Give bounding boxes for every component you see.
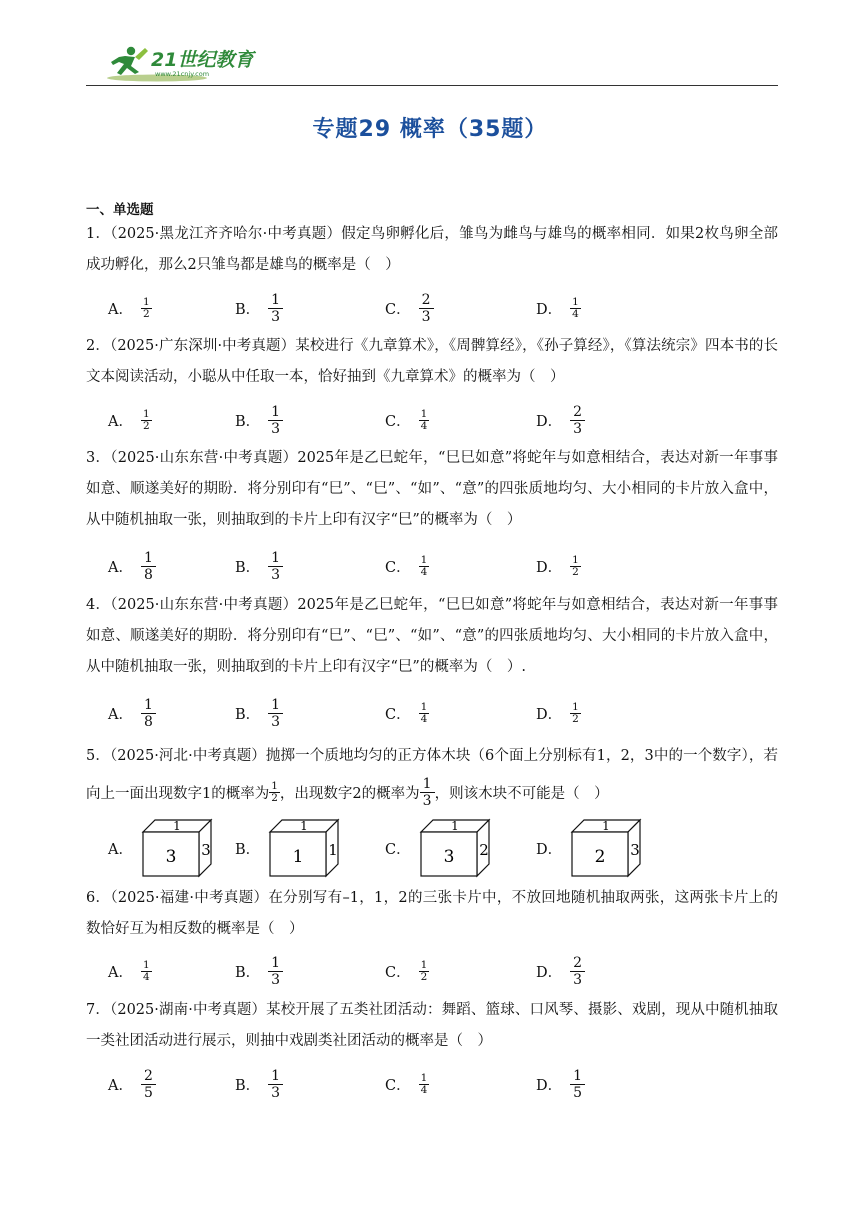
option-letter: D． [536,301,563,318]
option-letter: B． [235,964,261,981]
option-b [235,693,283,733]
option-letter: C． [385,413,411,430]
cube-option-d: D． 1 2 3 [536,818,642,878]
option-d [536,693,581,733]
option-fraction: $\frac{2}{3}$ [570,404,585,437]
svg-text:1: 1 [173,819,181,833]
option-fraction: $\frac{1}{3}$ [268,404,283,437]
option-letter: A． [108,559,133,576]
option-d [536,1064,585,1104]
option-a [108,288,152,328]
cube-c-icon [419,818,491,878]
option-fraction: $\frac{1}{3}$ [268,550,283,583]
question-2-options [108,400,728,440]
cube-option-c: C． 1 3 2 [385,818,491,878]
question-5-stem-c: ，则该木块不可能是（ ） [434,786,609,802]
option-letter: A． [108,964,133,981]
option-d [536,546,581,586]
option-fraction: $\frac{1}{8}$ [141,550,156,583]
question-1-options [108,288,728,328]
option-d [536,400,585,440]
option-c [385,693,429,733]
option-fraction: $\frac{1}{4}$ [420,408,428,432]
option-letter: A． [108,1077,133,1094]
svg-text:1: 1 [328,841,338,859]
header-rule [86,85,778,86]
svg-text:3: 3 [201,841,211,859]
option-fraction: $\frac{1}{2}$ [142,296,150,320]
option-fraction: $\frac{2}{3}$ [570,955,585,988]
svg-text:2: 2 [594,847,606,867]
option-c [385,288,434,328]
option-a [108,400,152,440]
cube-b-icon [268,818,340,878]
option-fraction: $\frac{1}{3}$ [268,697,283,730]
runner-icon [111,47,148,75]
option-letter: A． [108,706,133,723]
option-letter: A． [108,413,133,430]
cube-option-b: B． 1 1 1 [235,818,340,878]
option-fraction: $\frac{1}{8}$ [141,697,156,730]
section-heading: 一、单选题 [86,202,154,218]
option-fraction: $\frac{1}{2}$ [572,701,579,725]
option-b [235,1064,283,1104]
cube-a-icon [141,818,213,878]
option-letter: B． [235,706,261,723]
cube-option-a: A． 1 3 3 [108,818,213,878]
question-3-stem: 3．（2025·山东东营·中考真题）2025年是乙巳蛇年，“巳巳如意”将蛇年与如意相结合，表达对新一年事事如意、顺遂美好的期盼．将分别印有“巳”、“巳”、“如”、“意”的四张质地均匀、大小相同的卡片放入盒中，从中随机抽取一张，则抽取到的卡片上印有汉字“巳”的概率为（ ） [86,450,778,528]
fraction-one-third: $\frac{1}{3}$ [420,776,435,809]
option-letter: B． [235,1077,261,1094]
svg-text:1: 1 [292,847,304,867]
fraction-one-half: $\frac{1}{2}$ [271,780,278,804]
option-fraction: $\frac{2}{5}$ [141,1068,156,1101]
option-a [108,1064,156,1104]
option-fraction: $\frac{1}{3}$ [268,1068,283,1101]
option-fraction: $\frac{1}{2}$ [572,554,579,578]
option-letter: D． [536,559,563,576]
option-letter: D． [536,706,563,723]
option-b [235,951,283,991]
question-4-stem: 4．（2025·山东东营·中考真题）2025年是乙巳蛇年，“巳巳如意”将蛇年与如意相结合，表达对新一年事事如意、顺遂美好的期盼．将分别印有“巳”、“巳”、“如”、“意”的四张质地均匀、大小相同的卡片放入盒中，从中随机抽取一张，则抽取到的卡片上印有汉字“巳”的概率为（ ）. [86,597,778,675]
question-6-stem: 6．（2025·福建·中考真题）在分别写有–1，1，2的三张卡片中，不放回地随机抽取两张，这两张卡片上的数恰好互为相反数的概率是（ ） [86,890,778,937]
cube-d-icon [570,818,642,878]
option-fraction: $\frac{1}{4}$ [420,554,428,578]
question-2-stem: 2．（2025·广东深圳·中考真题）某校进行《九章算术》，《周髀算经》，《孙子算经》，《算法统宗》四本书的长文本阅读活动，小聪从中任取一本，恰好抽到《九章算术》的概率为（ ） [86,338,778,385]
svg-text:1: 1 [300,819,308,833]
question-6-options [108,951,728,991]
option-letter: B． [235,413,261,430]
question-1-stem: 1．（2025·黑龙江齐齐哈尔·中考真题）假定鸟卵孵化后，雏鸟为雌鸟与雄鸟的概率相同．如果2枚鸟卵全部成功孵化，那么2只雏鸟都是雄鸟的概率是（ ） [86,226,778,273]
option-b [235,546,283,586]
option-c [385,400,429,440]
option-fraction: $\frac{1}{5}$ [570,1068,585,1101]
option-fraction: $\frac{1}{2}$ [420,959,428,983]
option-b [235,400,283,440]
option-fraction: $\frac{1}{3}$ [268,292,283,325]
question-5-stem [86,737,778,813]
svg-text:21世纪教育: 21世纪教育 [151,49,254,71]
option-letter: C． [385,1077,411,1094]
svg-text:3: 3 [630,841,640,859]
svg-text:3: 3 [165,847,177,867]
option-fraction: $\frac{1}{2}$ [142,408,150,432]
question-3-options [108,546,728,586]
option-a [108,693,156,733]
page-title: 专题29 概率（35题） [312,117,548,142]
option-fraction: $\frac{1}{4}$ [572,296,579,320]
option-a [108,951,152,991]
option-d [536,288,581,328]
svg-text:1: 1 [602,819,610,833]
option-d [536,951,585,991]
option-letter: D． [536,1077,563,1094]
site-logo [105,42,280,84]
option-fraction: $\frac{1}{4}$ [420,701,428,725]
option-fraction: $\frac{1}{4}$ [142,959,150,983]
option-fraction: $\frac{1}{4}$ [420,1072,428,1096]
option-letter: B． [235,559,261,576]
question-5-stem-a: 5．（2025·河北·中考真题）抛掷一个质地均匀的正方体木块（6个面上分别标有1，2，3中的一个数字），若向上一面出现数字1的概率为 [86,748,778,802]
option-b [235,288,283,328]
option-c [385,546,429,586]
option-c [385,1064,429,1104]
option-letter: B． [235,301,261,318]
option-letter: C． [385,964,411,981]
option-letter: A． [108,301,133,318]
option-letter: D． [536,413,563,430]
svg-text:1: 1 [450,819,459,833]
option-fraction: $\frac{2}{3}$ [419,292,434,325]
svg-text:2: 2 [478,841,489,859]
option-c [385,951,429,991]
option-letter: D． [536,964,563,981]
question-5-stem-b: ，出现数字2的概率为 [279,786,420,802]
option-letter: C． [385,559,411,576]
option-fraction: $\frac{1}{3}$ [268,955,283,988]
svg-text:www.21cnjy.com: www.21cnjy.com [155,70,210,78]
question-4-options [108,693,728,733]
question-7-options [108,1064,728,1104]
question-7-stem: 7．（2025·湖南·中考真题）某校开展了五类社团活动：舞蹈、篮球、口风琴、摄影、戏剧，现从中随机抽取一类社团活动进行展示，则抽中戏剧类社团活动的概率是（ ） [86,1002,778,1049]
option-letter: C． [385,706,411,723]
svg-text:3: 3 [443,847,455,867]
option-a [108,546,156,586]
option-letter: C． [385,301,411,318]
